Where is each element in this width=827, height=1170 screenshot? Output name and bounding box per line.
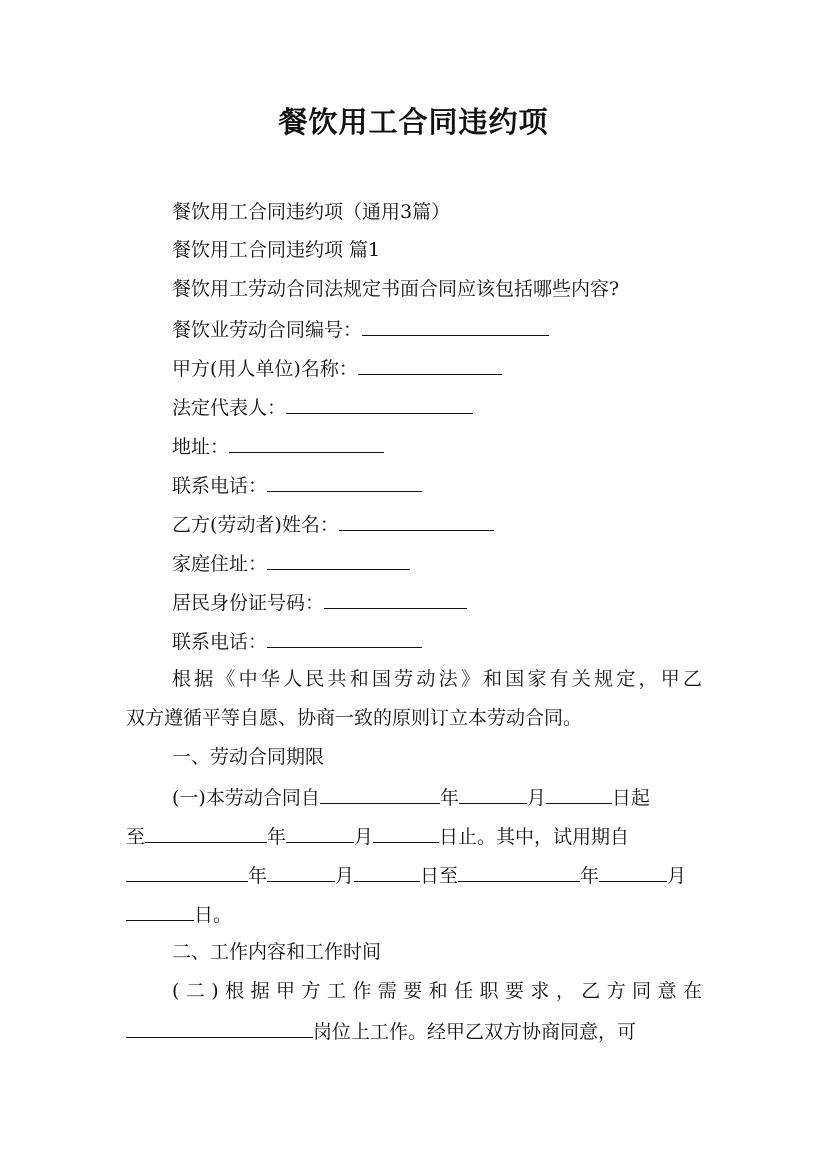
blank-line xyxy=(320,783,440,804)
clause-text: 至 xyxy=(126,826,146,848)
employee-name-field xyxy=(172,510,702,538)
unit-year: 年 xyxy=(248,865,268,887)
field-label: 地址： xyxy=(172,436,230,458)
field-label: 联系电话： xyxy=(172,631,268,653)
field-label: 家庭住址： xyxy=(172,553,268,575)
blank-line xyxy=(267,627,422,648)
employee-phone-field xyxy=(172,627,702,655)
position-line xyxy=(126,1017,702,1045)
blank-line xyxy=(459,783,527,804)
blank-line xyxy=(229,432,384,453)
term-line-1 xyxy=(172,783,702,811)
address-field xyxy=(172,432,702,460)
blank-line xyxy=(126,900,194,921)
clause-text: 岗位上工作。经甲乙双方协商同意，可 xyxy=(313,1021,637,1043)
term-line-2 xyxy=(126,822,702,850)
legal-rep-field xyxy=(172,393,702,421)
id-number-field xyxy=(172,588,702,616)
paragraph-line: 根据《中华人民共和国劳动法》和国家有关规定，甲乙 xyxy=(172,668,702,690)
blank-line xyxy=(358,354,502,375)
blank-line xyxy=(145,822,267,843)
blank-line xyxy=(267,471,422,492)
employer-phone-field xyxy=(172,471,702,499)
blank-line xyxy=(267,861,335,882)
unit-month: 月 xyxy=(354,826,374,848)
clause-text: (一)本劳动合同自 xyxy=(172,787,320,809)
blank-line xyxy=(324,588,467,609)
blank-line xyxy=(286,393,473,414)
unit-month: 月 xyxy=(335,865,355,887)
field-label: 法定代表人： xyxy=(172,397,287,419)
section-heading: 餐饮用工合同违约项 篇1 xyxy=(172,239,381,261)
field-label: 居民身份证号码： xyxy=(172,592,325,614)
blank-line xyxy=(458,861,580,882)
blank-line xyxy=(267,549,410,570)
blank-line xyxy=(599,861,667,882)
field-label: 甲方(用人单位)名称： xyxy=(172,358,358,380)
clause-text: 日止。其中，试用期自 xyxy=(439,826,630,848)
paragraph-line: 双方遵循平等自愿、协商一致的原则订立本劳动合同。 xyxy=(126,707,583,729)
employer-name-field xyxy=(172,354,702,382)
blank-line xyxy=(339,510,494,531)
blank-line xyxy=(546,783,612,804)
field-label: 餐饮业劳动合同编号： xyxy=(172,319,363,341)
subtitle-line: 餐饮用工合同违约项（通用3篇） xyxy=(172,201,451,223)
contract-number-field xyxy=(172,315,702,343)
field-label: 乙方(劳动者)姓名： xyxy=(172,514,339,536)
unit-year: 年 xyxy=(439,787,459,809)
blank-line xyxy=(126,1017,313,1038)
term-line-4 xyxy=(126,900,702,928)
unit-year: 年 xyxy=(580,865,600,887)
unit-day: 日起 xyxy=(611,787,650,809)
blank-line xyxy=(373,822,439,843)
unit-month: 月 xyxy=(526,787,546,809)
question-line: 餐饮用工劳动合同法规定书面合同应该包括哪些内容? xyxy=(172,278,620,300)
paragraph-line: (二)根据甲方工作需要和任职要求，乙方同意在 xyxy=(172,980,702,1002)
clause-heading: 二、工作内容和工作时间 xyxy=(172,941,382,963)
blank-line xyxy=(126,861,248,882)
field-label: 联系电话： xyxy=(172,475,268,497)
clause-text: 日。 xyxy=(194,904,233,926)
unit-year: 年 xyxy=(267,826,287,848)
document-title: 餐饮用工合同违约项 xyxy=(278,105,549,139)
blank-line xyxy=(286,822,354,843)
blank-line xyxy=(362,315,549,336)
clause-heading: 一、劳动合同期限 xyxy=(172,746,325,768)
clause-text: 日至 xyxy=(420,865,459,887)
term-line-3 xyxy=(126,861,702,889)
blank-line xyxy=(354,861,420,882)
home-address-field xyxy=(172,549,702,577)
unit-month: 月 xyxy=(667,865,687,887)
